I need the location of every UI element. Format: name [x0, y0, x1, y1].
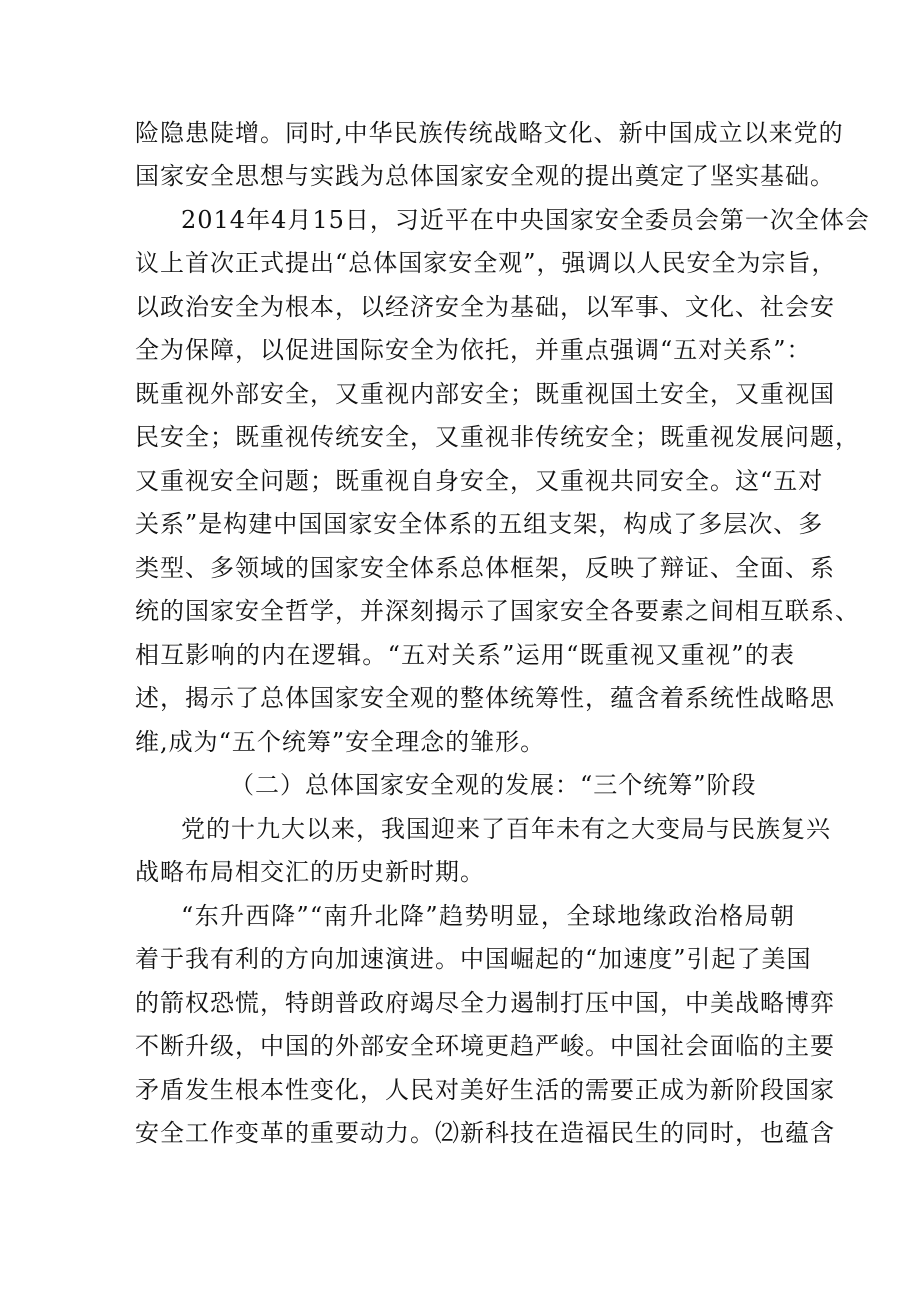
text-line: 的箭权恐慌，特朗普政府竭尽全力遏制打压中国，中美战略博弈: [135, 989, 835, 1017]
text-line: 述，揭示了总体国家安全观的整体统筹性，蕴含着系统性战略思: [135, 684, 835, 712]
text-line: 安全工作变革的重要动力。⑵新科技在造福民生的同时，也蕴含: [135, 1119, 835, 1147]
text-line: 全为保障，以促进国际安全为依托，并重点强调“五对关系”：: [135, 336, 812, 364]
text-line: 关系”是构建中国国家安全体系的五组支架，构成了多层次、多: [135, 510, 824, 538]
text-line: 相互影响的内在逻辑。“五对关系”运用“既重视又重视”的表: [135, 641, 795, 669]
text-line: 不断升级，中国的外部安全环境更趋严峻。中国社会面临的主要: [135, 1032, 835, 1060]
text-line: 又重视安全问题；既重视自身安全，又重视共同安全。这“五对: [135, 467, 824, 495]
text-line: 战略布局相交汇的历史新时期。: [135, 858, 485, 886]
text-line: 类型、多领域的国家安全体系总体框架，反映了辩证、全面、系: [135, 554, 835, 582]
text-line: 矛盾发生根本性变化，人民对美好生活的需要正成为新阶段国家: [135, 1076, 835, 1104]
text-line: 既重视外部安全，又重视内部安全；既重视国土安全，又重视国: [135, 380, 835, 408]
text-line: 着于我有利的方向加速演进。中国崛起的“加速度”引起了美国: [135, 945, 812, 973]
text-line: 统的国家安全哲学，并深刻揭示了国家安全各要素之间相互联系、: [135, 597, 860, 625]
text-line: 国家安全思想与实践为总体国家安全观的提出奠定了坚实基础。: [135, 162, 835, 190]
text-line: 党的十九大以来，我国迎来了百年未有之大变局与民族复兴: [181, 815, 831, 843]
text-line: 议上首次正式提出“总体国家安全观”，强调以人民安全为宗旨，: [135, 249, 837, 277]
text-line: 2014年4月15日，习近平在中央国家安全委员会第一次全体会: [181, 206, 870, 234]
section-heading: （二）总体国家安全观的发展：“三个统筹”阶段: [230, 771, 757, 799]
text-line: “东升西降”“南升北降”趋势明显，全球地缘政治格局朝: [181, 902, 795, 930]
text-line: 以政治安全为根本，以经济安全为基础，以军事、文化、社会安: [135, 293, 835, 321]
text-line: 维,成为“五个统筹”安全理念的雏形。: [135, 728, 546, 756]
text-line: 险隐患陡增。同时,中华民族传统战略文化、新中国成立以来党的: [135, 119, 844, 147]
text-line: 民安全；既重视传统安全，又重视非传统安全；既重视发展问题，: [135, 423, 860, 451]
